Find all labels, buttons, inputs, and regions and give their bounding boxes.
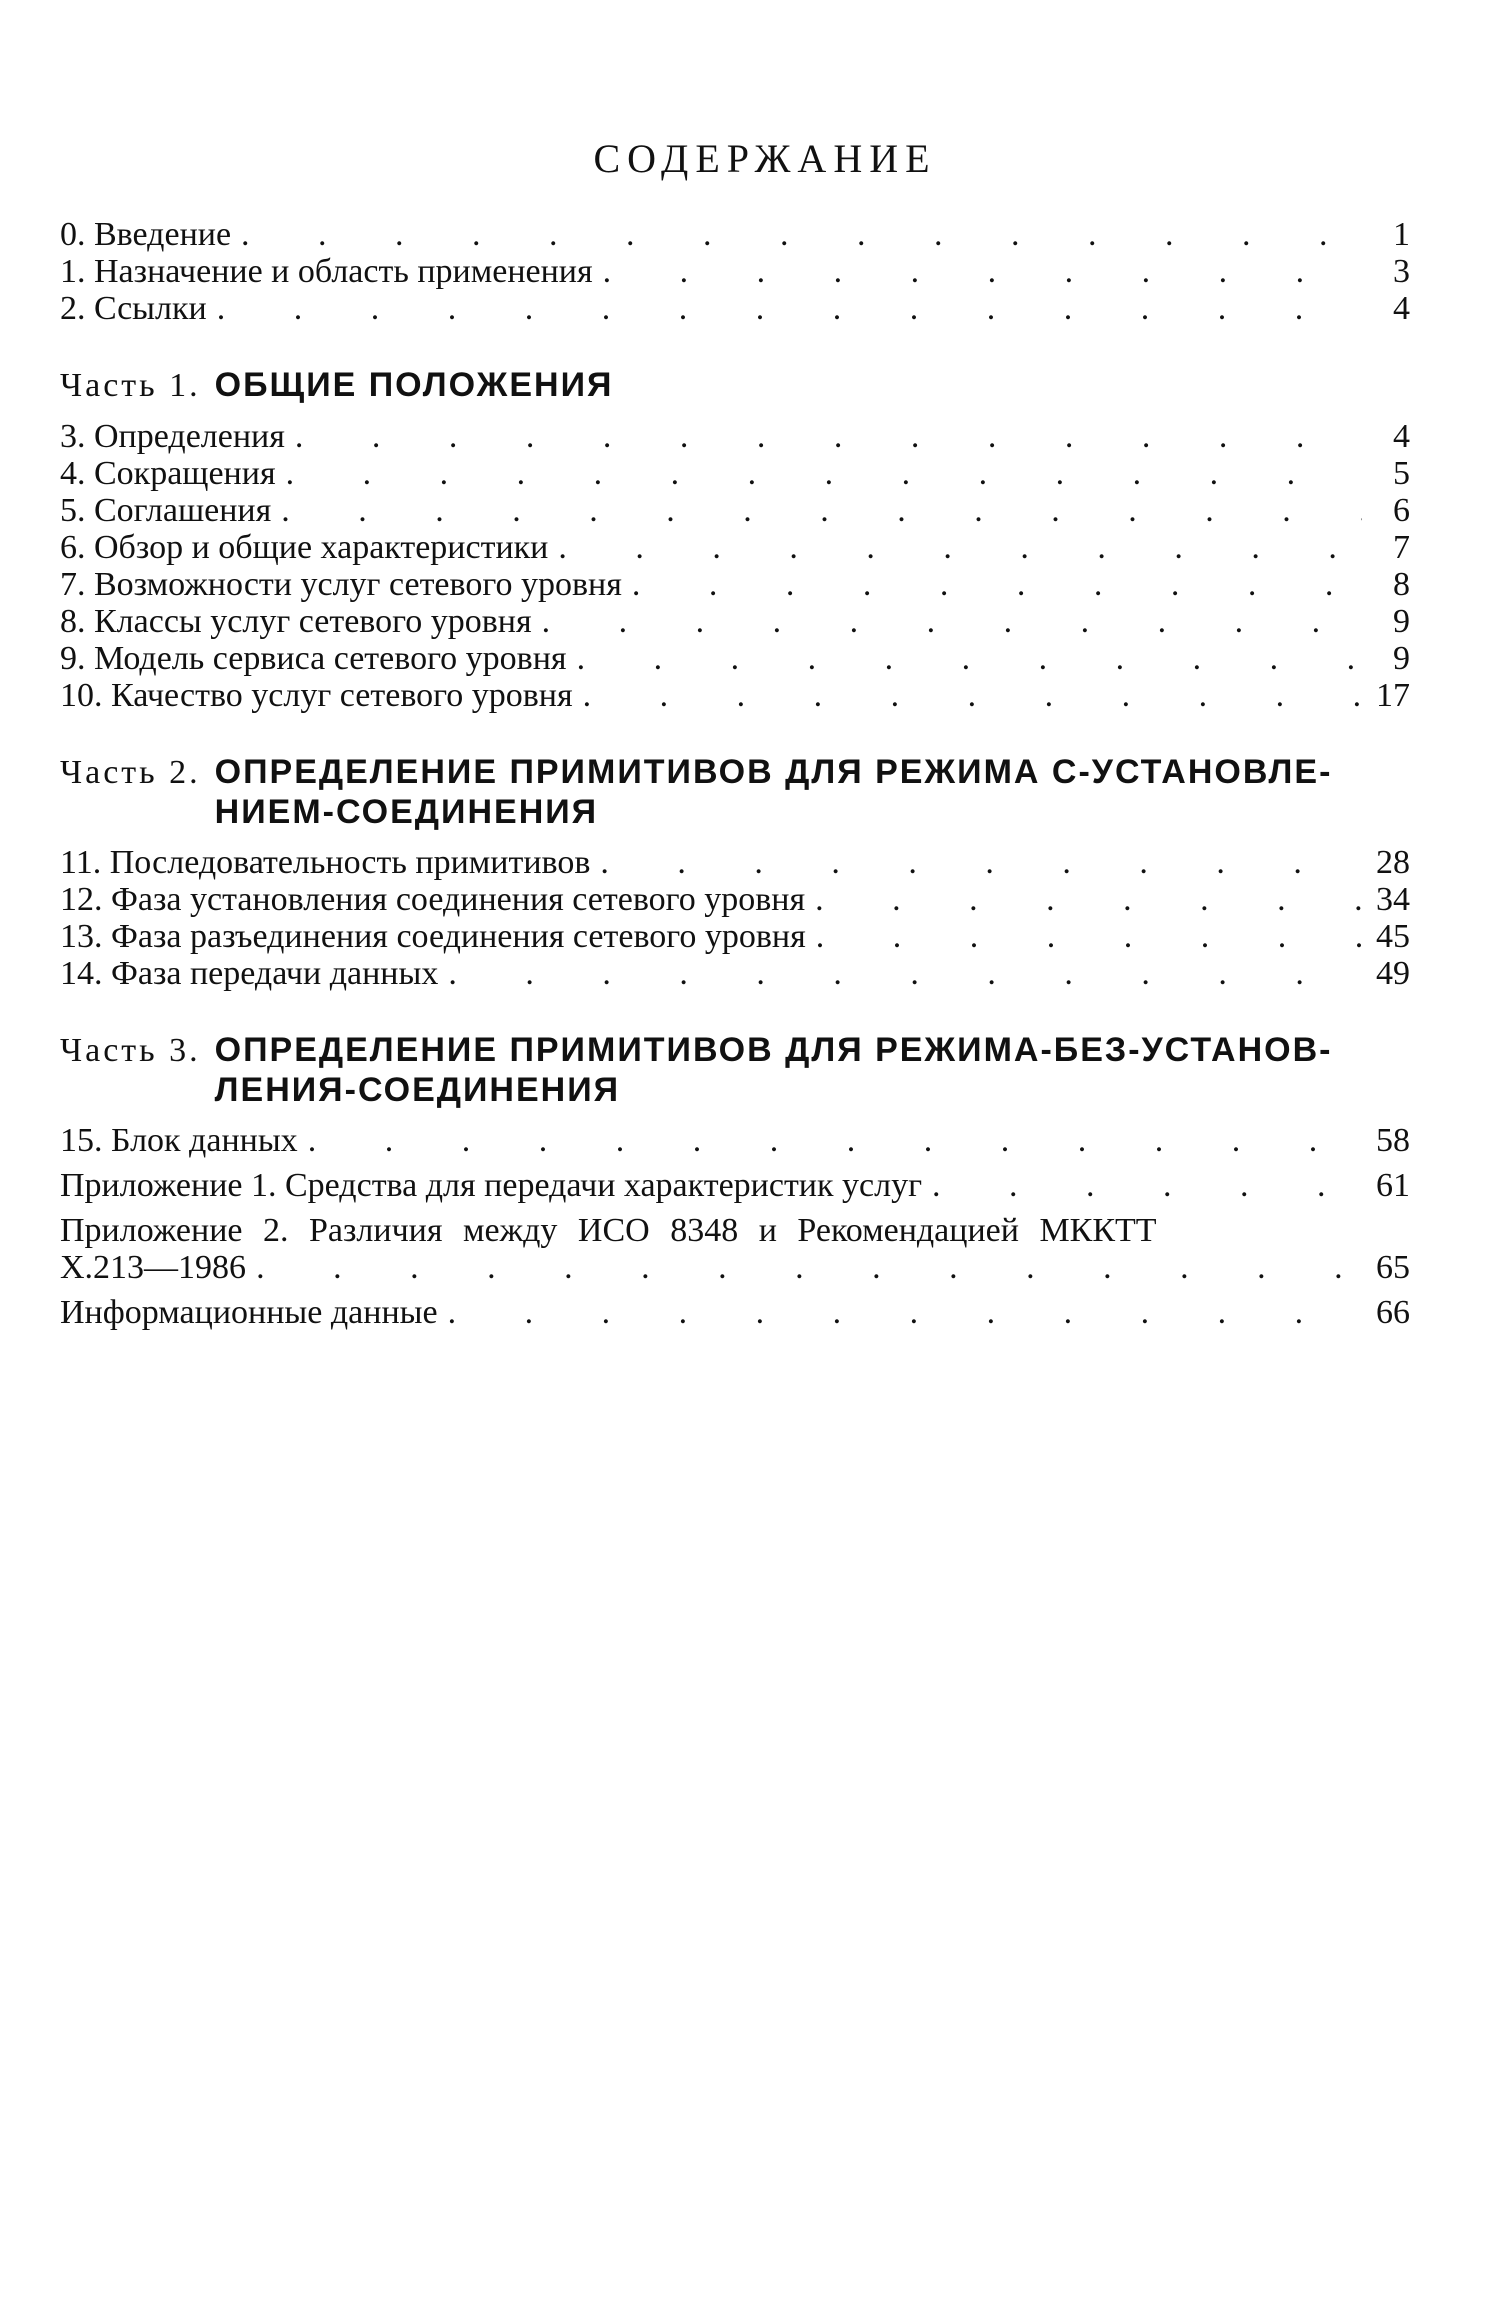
toc-page-number: 4 xyxy=(1393,290,1410,327)
toc-entry xyxy=(60,677,1410,714)
dot-leader xyxy=(295,418,1362,455)
toc-entry xyxy=(60,844,1410,881)
toc-entry-label: Приложение 2. Различия между ИСО 8348 и Рекомендацией МККТТ xyxy=(60,1212,1157,1249)
dot-leader xyxy=(558,529,1362,566)
dot-leader xyxy=(603,253,1362,290)
toc-entry-label: Информационные данные xyxy=(60,1294,438,1331)
toc-page-number: 17 xyxy=(1376,677,1410,714)
toc-entry xyxy=(60,1294,1410,1331)
toc-entry-label: 4. Сокращения xyxy=(60,455,276,492)
part-number: Часть 2. xyxy=(60,754,201,791)
toc-entry xyxy=(60,603,1410,640)
toc-entry-label: 7. Возможности услуг сетевого уровня xyxy=(60,566,622,603)
toc-page-number: 58 xyxy=(1376,1122,1410,1159)
toc-entry-label: 5. Соглашения xyxy=(60,492,272,529)
part-heading xyxy=(60,1030,1410,1110)
toc-entry-label: 14. Фаза передачи данных xyxy=(60,955,439,992)
dot-leader xyxy=(241,216,1362,253)
toc-page-number: 8 xyxy=(1393,566,1410,603)
toc-entry xyxy=(60,640,1410,677)
toc-page-number: 45 xyxy=(1376,918,1410,955)
part-heading xyxy=(60,752,1410,832)
part-title: ОБЩИЕ ПОЛОЖЕНИЯ xyxy=(214,366,614,404)
toc-entry xyxy=(60,290,1410,327)
dot-leader xyxy=(632,566,1362,603)
dot-leader xyxy=(448,1294,1362,1331)
toc-entry-continuation xyxy=(60,1249,1410,1286)
toc-entry xyxy=(60,418,1410,455)
toc-entry-label: 10. Качество услуг сетевого уровня xyxy=(60,677,573,714)
toc-page-number: 6 xyxy=(1393,492,1410,529)
dot-leader xyxy=(542,603,1362,640)
dot-leader xyxy=(815,881,1362,918)
dot-leader xyxy=(816,918,1362,955)
dot-leader xyxy=(217,290,1362,327)
table-of-contents xyxy=(60,135,1410,1331)
dot-leader xyxy=(286,455,1362,492)
toc-page-number: 9 xyxy=(1393,603,1410,640)
part-number: Часть 1. xyxy=(60,367,201,404)
toc-entry-label: 9. Модель сервиса сетевого уровня xyxy=(60,640,567,677)
toc-entry xyxy=(60,918,1410,955)
toc-page-number: 28 xyxy=(1376,844,1410,881)
dot-leader xyxy=(600,844,1362,881)
part-number: Часть 3. xyxy=(60,1032,201,1069)
dot-leader xyxy=(932,1167,1362,1204)
part-title: ОПРЕДЕЛЕНИЕ ПРИМИТИВОВ ДЛЯ РЕЖИМА-БЕЗ-УСТАНОВ- ЛЕНИЯ-СОЕДИНЕНИЯ xyxy=(214,1031,1333,1109)
dot-leader xyxy=(448,955,1362,992)
toc-entry-label: 8. Классы услуг сетевого уровня xyxy=(60,603,532,640)
toc-entry xyxy=(60,492,1410,529)
toc-page-number: 1 xyxy=(1393,216,1410,253)
toc-page-number: 66 xyxy=(1376,1294,1410,1331)
toc-entry xyxy=(60,1212,1410,1286)
toc-page-number: 5 xyxy=(1393,455,1410,492)
toc-entry-label: Приложение 1. Средства для передачи характеристик услуг xyxy=(60,1167,923,1204)
part-title: ОПРЕДЕЛЕНИЕ ПРИМИТИВОВ ДЛЯ РЕЖИМА С-УСТАНОВЛЕ- НИЕМ-СОЕДИНЕНИЯ xyxy=(214,753,1333,831)
dot-leader xyxy=(281,492,1362,529)
toc-entry-label: 1. Назначение и область применения xyxy=(60,253,593,290)
toc-page-number: 9 xyxy=(1393,640,1410,677)
toc-entry-label: 11. Последовательность примитивов xyxy=(60,844,591,881)
dot-leader xyxy=(256,1249,1362,1286)
toc-entry-label: 6. Обзор и общие характеристики xyxy=(60,529,549,566)
part-3-entries xyxy=(60,1122,1410,1159)
toc-entry xyxy=(60,253,1410,290)
dot-leader xyxy=(308,1122,1362,1159)
toc-page-number: 65 xyxy=(1376,1249,1410,1286)
dot-leader xyxy=(583,677,1362,714)
toc-entry-label: 2. Ссылки xyxy=(60,290,207,327)
toc-entry xyxy=(60,881,1410,918)
toc-entry xyxy=(60,216,1410,253)
part-heading xyxy=(60,365,1410,406)
toc-page-number: 7 xyxy=(1393,529,1410,566)
toc-entry-label: 12. Фаза установления соединения сетевого уровня xyxy=(60,881,806,918)
toc-entry xyxy=(60,566,1410,603)
toc-entry xyxy=(60,455,1410,492)
toc-entry xyxy=(60,955,1410,992)
page-title: СОДЕРЖАНИЕ xyxy=(593,136,937,181)
appendix-entries xyxy=(60,1167,1410,1331)
toc-entry xyxy=(60,1167,1410,1204)
toc-entry-label: X.213—1986 xyxy=(60,1249,247,1286)
intro-entries xyxy=(60,216,1410,327)
toc-entry xyxy=(60,529,1410,566)
toc-entry-label: 3. Определения xyxy=(60,418,285,455)
toc-page-number: 49 xyxy=(1376,955,1410,992)
toc-entry xyxy=(60,1122,1410,1159)
toc-entry-label: 13. Фаза разъединения соединения сетевого уровня xyxy=(60,918,806,955)
toc-page-number: 3 xyxy=(1393,253,1410,290)
part-2-entries xyxy=(60,844,1410,992)
toc-entry-label: 15. Блок данных xyxy=(60,1122,298,1159)
toc-entry-label: 0. Введение xyxy=(60,216,232,253)
toc-page-number: 4 xyxy=(1393,418,1410,455)
part-1-entries xyxy=(60,418,1410,714)
toc-page-number: 61 xyxy=(1376,1167,1410,1204)
dot-leader xyxy=(577,640,1362,677)
toc-page-number: 34 xyxy=(1376,881,1410,918)
